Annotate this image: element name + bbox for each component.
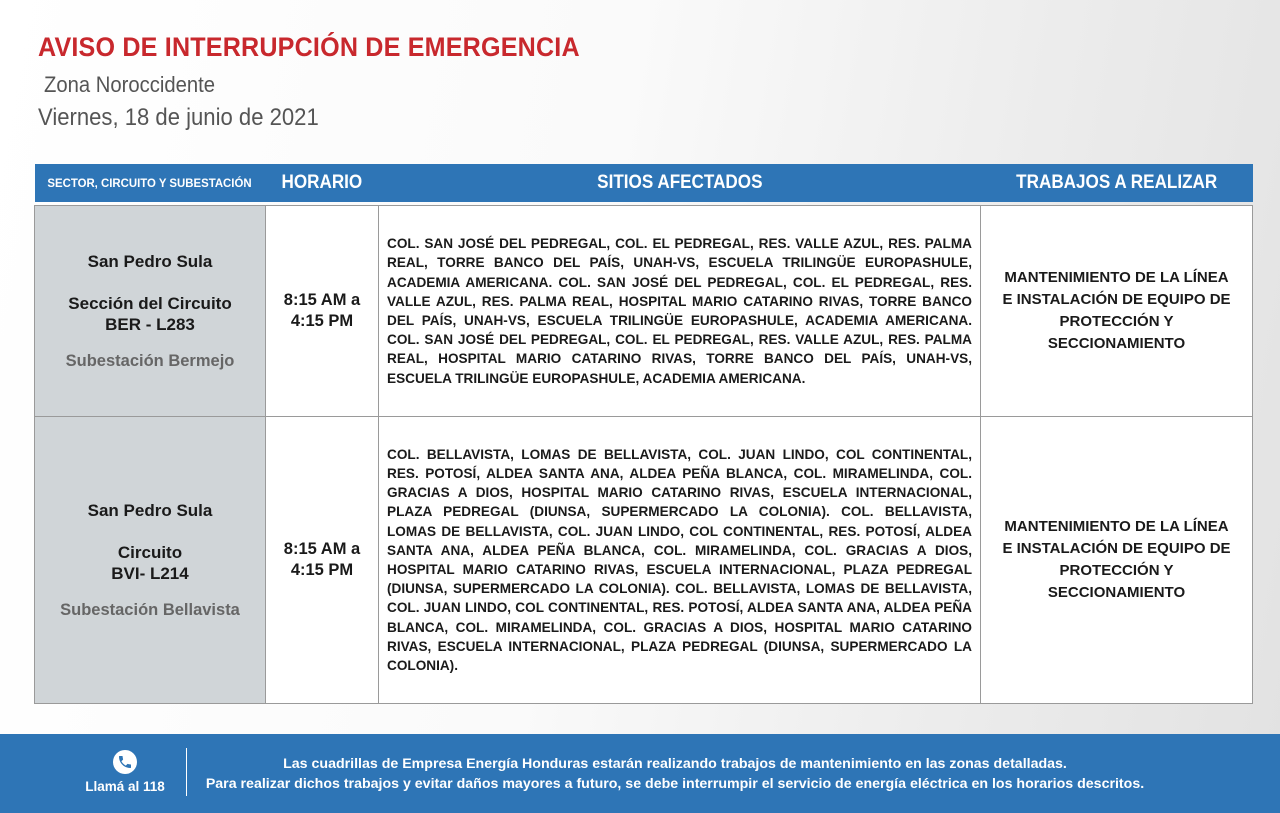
work-line: E INSTALACIÓN DE EQUIPO DE — [1002, 291, 1231, 308]
table-header-row — [35, 164, 1253, 202]
work-line: SECCIONAMIENTO — [1047, 584, 1186, 601]
work-line: SECCIONAMIENTO — [1047, 335, 1186, 352]
work-line: MANTENIMIENTO DE LA LÍNEA — [1004, 518, 1229, 535]
time-start: 8:15 AM a — [283, 540, 361, 558]
circuit-label: Circuito — [117, 543, 183, 562]
schedule-cell — [266, 206, 379, 417]
affected-sites-text: COL. SAN JOSÉ DEL PEDREGAL, COL. EL PEDREGAL, RES. VALLE AZUL, RES. PALMA REAL, TORRE BANCO DEL PAÍS, UNAH-VS, ESCUELA TRILINGÜE EUROPASHULE, ACADEMIA AMERICANA. COL. SAN JOSÉ DEL PEDREGAL, COL. EL PEDREGAL, RES. VALLE AZUL, RES. PALMA REAL, HOSPITAL MARIO CATARINO RIVAS, TORRE BANCO DEL PAÍS, UNAH-VS, ESCUELA TRILINGÜE EUROPASHULE, ACADEMIA AMERICANA. COL. SAN JOSÉ DEL PEDREGAL, COL. EL PEDREGAL, RES. VALLE AZUL, RES. PALMA REAL, HOSPITAL MARIO CATARINO RIVAS, TORRE BANCO DEL PAÍS, UNAH-VS, ESCUELA TRILINGÜE EUROPASHULE, ACADEMIA AMERICANA. — [387, 236, 972, 386]
table-row — [35, 206, 1253, 417]
substation-name: Subestación Bermejo — [65, 352, 235, 370]
work-line: PROTECCIÓN Y — [1059, 313, 1174, 330]
work-cell — [981, 417, 1253, 704]
notice-line-1: Las cuadrillas de Empresa Energía Honduras estarán realizando trabajos de mantenimiento en las zonas detalladas. — [283, 756, 1067, 772]
footer-divider — [186, 748, 187, 796]
sites-cell — [379, 417, 981, 704]
header — [38, 30, 621, 132]
header-sector: SECTOR, CIRCUITO Y SUBESTACIÓN — [35, 164, 266, 202]
sector-cell — [35, 206, 266, 417]
substation-name: Subestación Bellavista — [60, 601, 240, 619]
work-line: E INSTALACIÓN DE EQUIPO DE — [1002, 540, 1231, 557]
circuit-label: Sección del Circuito — [68, 294, 232, 313]
call-label[interactable]: Llamá al 118 — [85, 779, 165, 794]
schedule-cell — [266, 417, 379, 704]
work-line: MANTENIMIENTO DE LA LÍNEA — [1004, 269, 1229, 286]
zone-subtitle: Zona Noroccidente — [44, 72, 216, 97]
footer-banner — [0, 734, 1280, 813]
time-start: 8:15 AM a — [283, 291, 361, 309]
date-subtitle: Viernes, 18 de junio de 2021 — [38, 104, 319, 131]
city-name: San Pedro Sula — [87, 501, 213, 520]
notice-line-2: Para realizar dichos trabajos y evitar daños mayores a futuro, se debe interrumpir el servicio de energía eléctrica en los horarios descritos. — [205, 776, 1145, 792]
circuit-code: BVI- L214 — [111, 564, 189, 583]
sites-cell — [379, 206, 981, 417]
sector-cell — [35, 417, 266, 704]
table-row — [35, 417, 1253, 704]
phone-icon[interactable] — [113, 750, 137, 774]
work-line: PROTECCIÓN Y — [1059, 562, 1174, 579]
city-name: San Pedro Sula — [87, 252, 213, 271]
footer-notice — [200, 754, 1150, 794]
header-schedule: HORARIO — [266, 164, 379, 202]
page-title: AVISO DE INTERRUPCIÓN DE EMERGENCIA — [38, 32, 580, 62]
header-work: TRABAJOS A REALIZAR — [981, 164, 1253, 202]
outage-table — [34, 164, 1253, 704]
header-sites: SITIOS AFECTADOS — [379, 164, 981, 202]
time-end: 4:15 PM — [290, 561, 354, 579]
circuit-code: BER - L283 — [105, 315, 195, 334]
affected-sites-text: COL. BELLAVISTA, LOMAS DE BELLAVISTA, COL. JUAN LINDO, COL CONTINENTAL, RES. POTOSÍ, ALDEA SANTA ANA, ALDEA PEÑA BLANCA, COL. MIRAMELINDA, COL. GRACIAS A DIOS, HOSPITAL MARIO CATARINO RIVAS, ESCUELA INTERNACIONAL, PLAZA PEDREGAL (DIUNSA, SUPERMERCADO LA COLONIA). COL. BELLAVISTA, LOMAS DE BELLAVISTA, COL. JUAN LINDO, COL CONTINENTAL, RES. POTOSÍ, ALDEA SANTA ANA, ALDEA PEÑA BLANCA, COL. MIRAMELINDA, COL. GRACIAS A DIOS, HOSPITAL MARIO CATARINO RIVAS, ESCUELA INTERNACIONAL, PLAZA PEDREGAL (DIUNSA, SUPERMERCADO LA COLONIA). COL. BELLAVISTA, LOMAS DE BELLAVISTA, COL. JUAN LINDO, COL CONTINENTAL, RES. POTOSÍ, ALDEA SANTA ANA, ALDEA PEÑA BLANCA, COL. MIRAMELINDA, COL. GRACIAS A DIOS, HOSPITAL MARIO CATARINO RIVAS, ESCUELA INTERNACIONAL, PLAZA PEDREGAL (DIUNSA, SUPERMERCADO LA COLONIA). — [387, 446, 972, 674]
time-end: 4:15 PM — [290, 312, 354, 330]
work-cell — [981, 206, 1253, 417]
